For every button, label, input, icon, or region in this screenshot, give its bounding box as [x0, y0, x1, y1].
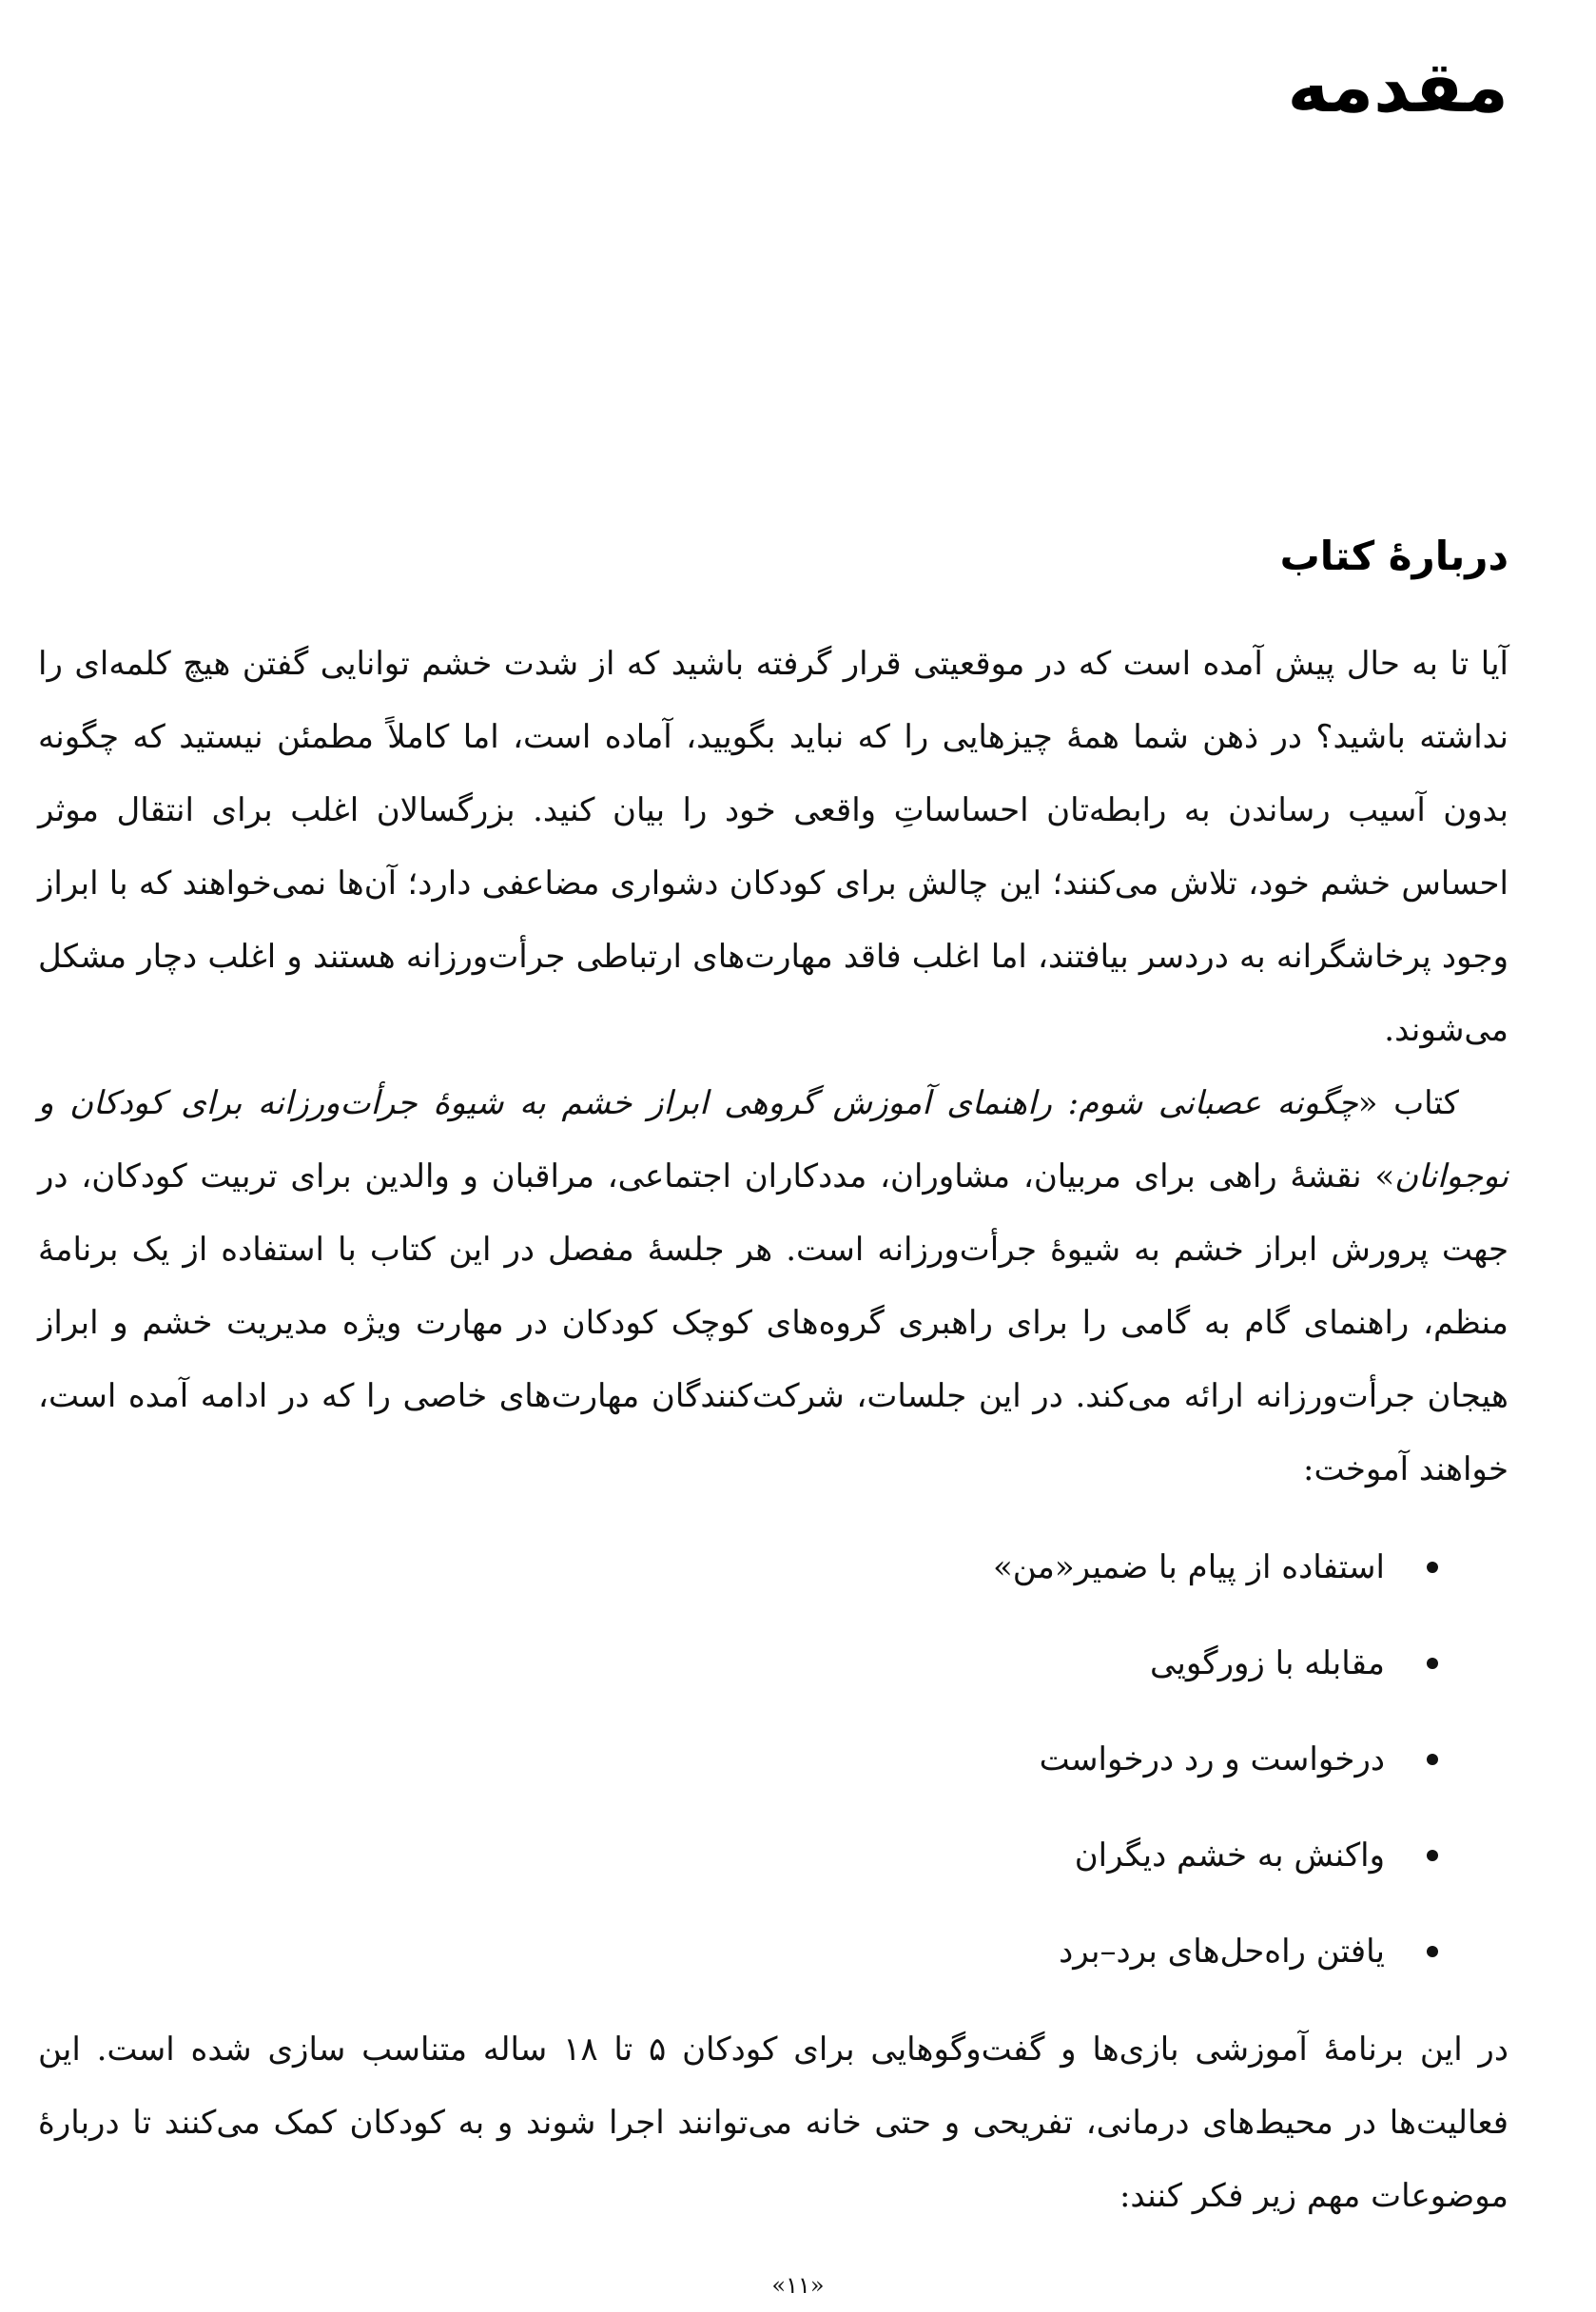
list-item: [38, 1904, 1438, 2000]
paragraph-prefix: کتاب «: [1357, 1084, 1459, 1122]
list-item: [38, 1808, 1438, 1904]
paragraph-book-description: [38, 1067, 1508, 1506]
list-item: [38, 1712, 1438, 1808]
book-title: چگونه عصبانی شوم: راهنمای آموزش گروهی ابراز خشم به شیوهٔ جرأت‌ورزانه برای کودکان و نوجوانان: [38, 1084, 1508, 1195]
paragraph-suffix: » نقشهٔ راهی برای مربیان، مشاوران، مددکاران اجتماعی، مراقبان و والدین برای تربیت کودکان، در جهت پرورش ابراز خشم به شیوهٔ جرأت‌ورزانه است. هر جلسهٔ مفصل در این کتاب با استفاده از یک برنامهٔ منظم، راهنمای گام به گامی را برای راهبری گروه‌های کوچک کودکان در مهارت ویژه مدیریت خشم و ابراز هیجان جرأت‌ورزانه ارائه می‌کند. در این جلسات، شرکت‌کنندگان مهارت‌های خاصی را که در ادامه آمده است، خواهند آموخت:: [38, 1157, 1508, 1488]
skills-list: [38, 1520, 1508, 2000]
bullet-icon: [1427, 1562, 1438, 1573]
list-item-text: درخواست و رد درخواست: [1039, 1740, 1385, 1778]
body-text: [38, 628, 1508, 2233]
list-item: [38, 1616, 1438, 1712]
list-item-text: واکنش به خشم دیگران: [1074, 1836, 1385, 1875]
list-item-text: یافتن راه‌حل‌های برد–برد: [1059, 1933, 1385, 1971]
list-item-text: مقابله با زورگویی: [1150, 1644, 1385, 1682]
bullet-icon: [1427, 1754, 1438, 1765]
list-item-text: استفاده از پیام با ضمیر«من»: [992, 1548, 1385, 1586]
bullet-icon: [1427, 1946, 1438, 1957]
section-heading: دربارهٔ کتاب: [1279, 533, 1508, 579]
chapter-title: مقدمه: [1287, 47, 1508, 128]
bullet-icon: [1427, 1658, 1438, 1669]
paragraph-intro: آیا تا به حال پیش آمده است که در موقعیتی قرار گرفته باشید که از شدت خشم توانایی گفتن هیچ کلمه‌ای را نداشته باشید؟ در ذهن شما همهٔ چیزهایی را که نباید بگویید، آماده است، اما کاملاً مطمئن نیستید که چگونه بدون آسیب رساندن به رابطه‌تان احساساتِ واقعی خود را بیان کنید. بزرگسالان اغلب برای انتقال موثر احساس خشم خود، تلاش می‌کنند؛ این چالش برای کودکان دشواری مضاعفی دارد؛ آن‌ها نمی‌خواهند که با ابراز وجود پرخاشگرانه به دردسر بیافتند، اما اغلب فاقد مهارت‌های ارتباطی جرأت‌ورزانه هستند و اغلب دچار مشکل می‌شوند.: [38, 645, 1508, 1049]
page-number: «۱۱»: [771, 2272, 825, 2299]
list-item: [38, 1520, 1438, 1616]
paragraph-program: در این برنامهٔ آموزشی بازی‌ها و گفت‌وگوهایی برای کودکان ۵ تا ۱۸ ساله متناسب سازی شده است. این فعالیت‌ها در محیط‌های درمانی، تفریحی و حتی خانه می‌توانند اجرا شوند و به کودکان کمک می‌کنند تا دربارهٔ موضوعات مهم زیر فکر کنند:: [38, 2030, 1508, 2215]
bullet-icon: [1427, 1850, 1438, 1861]
